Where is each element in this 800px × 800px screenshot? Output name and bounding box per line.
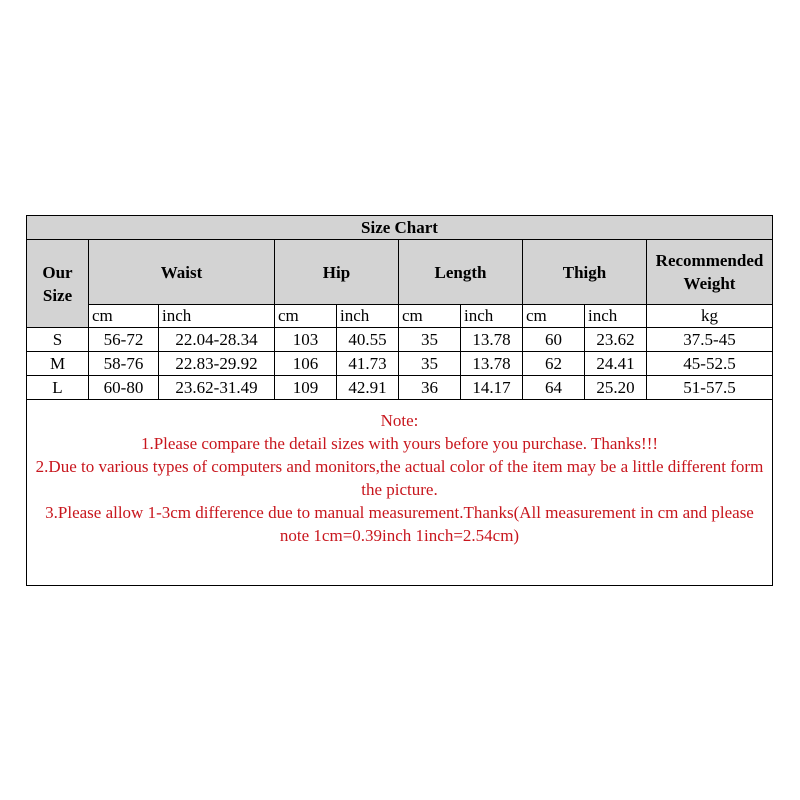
cell-weight-kg: 51-57.5 — [647, 376, 773, 400]
cell-length-cm: 36 — [399, 376, 461, 400]
cell-waist-cm: 58-76 — [89, 352, 159, 376]
cell-size: M — [27, 352, 89, 376]
table-row — [27, 328, 773, 352]
notes-row — [27, 400, 773, 586]
cell-hip-cm: 109 — [275, 376, 337, 400]
header-thigh: Thigh — [523, 240, 647, 305]
cell-waist-inch: 23.62-31.49 — [159, 376, 275, 400]
notes-box — [27, 400, 773, 586]
header-length: Length — [399, 240, 523, 305]
cell-hip-cm: 106 — [275, 352, 337, 376]
note-heading: Note: — [380, 411, 419, 430]
unit-row — [27, 305, 773, 328]
note-line-2: 2.Due to various types of computers and monitors,the actual color of the item may be a little different form the picture. — [35, 457, 764, 499]
header-row — [27, 240, 773, 305]
header-waist: Waist — [89, 240, 275, 305]
cell-length-cm: 35 — [399, 328, 461, 352]
unit-hip-cm: cm — [275, 305, 337, 328]
header-weight: Recommended Weight — [647, 240, 773, 305]
cell-weight-kg: 45-52.5 — [647, 352, 773, 376]
cell-length-cm: 35 — [399, 352, 461, 376]
unit-thigh-inch: inch — [585, 305, 647, 328]
cell-size: L — [27, 376, 89, 400]
cell-length-inch: 13.78 — [461, 352, 523, 376]
cell-thigh-inch: 23.62 — [585, 328, 647, 352]
cell-waist-cm: 56-72 — [89, 328, 159, 352]
cell-hip-inch: 40.55 — [337, 328, 399, 352]
table-row — [27, 376, 773, 400]
cell-hip-cm: 103 — [275, 328, 337, 352]
unit-length-cm: cm — [399, 305, 461, 328]
cell-size: S — [27, 328, 89, 352]
chart-title: Size Chart — [27, 216, 773, 240]
header-size: Our Size — [27, 240, 89, 328]
cell-thigh-cm: 62 — [523, 352, 585, 376]
cell-hip-inch: 42.91 — [337, 376, 399, 400]
cell-length-inch: 13.78 — [461, 328, 523, 352]
header-hip: Hip — [275, 240, 399, 305]
cell-waist-inch: 22.83-29.92 — [159, 352, 275, 376]
cell-thigh-inch: 24.41 — [585, 352, 647, 376]
size-chart-table — [26, 215, 773, 586]
cell-weight-kg: 37.5-45 — [647, 328, 773, 352]
table-row — [27, 352, 773, 376]
cell-length-inch: 14.17 — [461, 376, 523, 400]
unit-length-inch: inch — [461, 305, 523, 328]
cell-thigh-cm: 60 — [523, 328, 585, 352]
title-row — [27, 216, 773, 240]
unit-waist-inch: inch — [159, 305, 275, 328]
unit-waist-cm: cm — [89, 305, 159, 328]
cell-thigh-cm: 64 — [523, 376, 585, 400]
note-line-3: 3.Please allow 1-3cm difference due to manual measurement.Thanks(All measurement in cm and please note 1cm=0.39inch 1inch=2.54cm) — [45, 503, 754, 545]
cell-waist-inch: 22.04-28.34 — [159, 328, 275, 352]
note-line-1: 1.Please compare the detail sizes with yours before you purchase. Thanks!!! — [140, 434, 659, 453]
cell-thigh-inch: 25.20 — [585, 376, 647, 400]
unit-weight-kg: kg — [647, 305, 773, 328]
unit-hip-inch: inch — [337, 305, 399, 328]
cell-waist-cm: 60-80 — [89, 376, 159, 400]
unit-thigh-cm: cm — [523, 305, 585, 328]
cell-hip-inch: 41.73 — [337, 352, 399, 376]
